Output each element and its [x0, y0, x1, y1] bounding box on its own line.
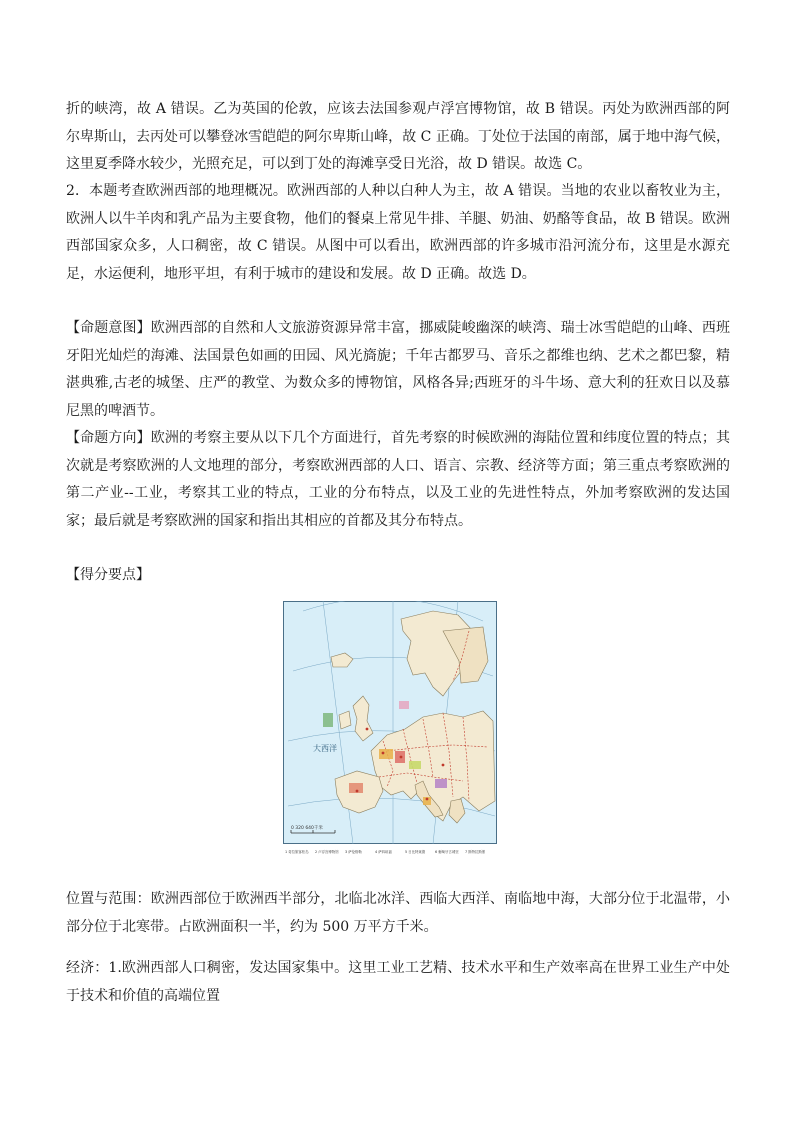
- europe-map-figure: [283, 601, 497, 859]
- europe-map: [283, 601, 497, 859]
- text-direction: 欧洲的考察主要从以下几个方面进行，首先考察的时候欧洲的海陆位置和纬度位置的特点；其次就是考察欧洲的人文地理的部分，考察欧洲西部的人口、语言、宗教、经济等方面；第三重点考察欧洲的第二产业--工业，考察其工业的特点，工业的分布特点，以及工业的先进性特点，外加考察欧洲的发达国家；最后就是考察欧洲的国家和指出其相应的首都及其分布特点。: [66, 430, 731, 529]
- map-scale-text: 0 320 640千米: [291, 826, 323, 831]
- map-highlight-balkans: [435, 779, 447, 788]
- map-city-paris: [382, 752, 385, 755]
- paragraph-answer-2: 2．本题考查欧洲西部的地理概况。欧洲西部的人种以白种人为主，故 A 错误。当地的农业以畜牧业为主，欧洲人以牛羊肉和乳产品为主要食物，他们的餐桌上常见牛排、羊腿、奶油、奶酪等食品，故 B 错误。欧洲西部国家众多，人口稠密，故 C 错误。从图中可以看出，欧洲西部的许多城市沿河流分布，这里是水源充足，水运便利，地形平坦，有利于城市的建设和发展。故 D 正确。故选 D。: [66, 183, 730, 282]
- paragraph-location-range: 位置与范围：欧洲西部位于欧洲西半部分，北临北冰洋、西临大西洋、南临地中海，大部分位于北温带，小部分位于北寒带。占欧洲面积一半，约为 500 万平方千米。: [66, 891, 730, 935]
- text-intent: 欧洲西部的自然和人文旅游资源异常丰富，挪威陡峻幽深的峡湾、瑞士冰雪皑皑的山峰、西班牙阳光灿烂的海滩、法国景色如画的田园、风光旖旎；千年古都罗马、音乐之都维也纳、艺术之都巴黎，精湛典雅,古老的城堡、庄严的教堂、为数众多的博物馆，风格各异;西班牙的斗牛场、意大利的狂欢日以及慕尼黑的啤酒节。: [66, 320, 731, 419]
- paragraph-direction: [66, 425, 730, 535]
- map-legend: [285, 849, 486, 854]
- map-city-vienna: [442, 764, 445, 767]
- label-intent: 【命题意图】: [66, 320, 151, 336]
- map-city-madrid: [356, 790, 359, 793]
- map-highlight-atlantic: [323, 713, 333, 727]
- paragraph-intent: [66, 315, 730, 425]
- paragraph-key-points-heading: 【得分要点】: [66, 567, 150, 583]
- map-legend-item: 5 日比特莱德: [405, 850, 426, 854]
- map-legend-item: 6 葡萄牙古城坚: [435, 850, 459, 854]
- paragraph-economy: 经济：1.欧洲西部人口稠密，发达国家集中。这里工业工艺精、技术水平和生产效率高在世界工业生产中处于技术和价值的高端位置: [66, 960, 730, 1004]
- map-legend-item: 7 斯特拉斯堡: [465, 850, 486, 854]
- map-legend-item: 2 卢浮宫博物馆: [315, 850, 339, 854]
- label-direction: 【命题方向】: [66, 430, 151, 446]
- map-highlight-france: [379, 749, 393, 759]
- map-city-london: [366, 728, 369, 731]
- map-legend-item: 1 奇拉旅客松岛: [285, 850, 309, 854]
- map-highlight-alps: [409, 761, 421, 769]
- map-city-rome: [426, 798, 429, 801]
- map-ocean-label: 大西洋: [313, 744, 337, 753]
- map-city-frankfurt: [400, 756, 403, 759]
- paragraph-answer-1-continued: 折的峡湾，故 A 错误。乙为英国的伦敦，应该去法国参观卢浮宫博物馆，故 B 错误。丙处为欧洲西部的阿尔卑斯山，去丙处可以攀登冰雪皑皑的阿尔卑斯山峰，故 C 正确。丁处位于法国的南部，属于地中海气候，这里夏季降水较少，光照充足，可以到丁处的海滩享受日光浴，故 D 错误。故选 C。: [66, 101, 730, 172]
- map-legend-item: 3 萨伦格勒: [345, 850, 362, 854]
- map-legend-item: 4 萨四坦福: [375, 850, 392, 854]
- map-highlight-denmark: [399, 701, 409, 709]
